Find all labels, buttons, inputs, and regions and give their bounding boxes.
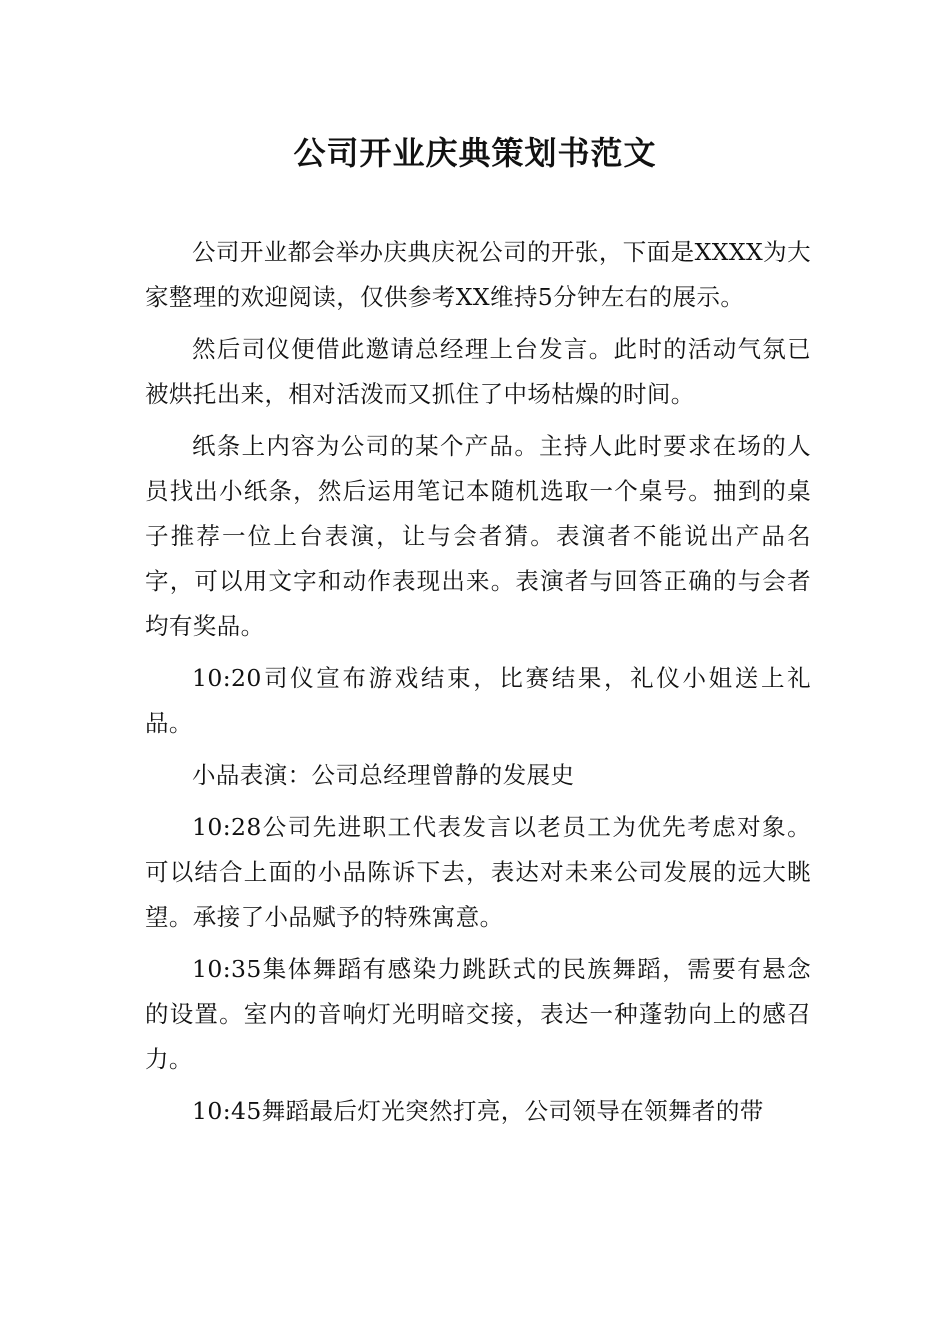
paragraph-6: 10:28公司先进职工代表发言以老员工为优先考虑对象。可以结合上面的小品陈诉下去，表达对未来公司发展的远大眺望。承接了小品赋予的特殊寓意。 — [145, 813, 811, 931]
paragraph-5: 小品表演：公司总经理曾静的发展史 — [192, 761, 575, 789]
paragraph-8: 10:45舞蹈最后灯光突然打亮，公司领导在领舞者的带 — [192, 1097, 764, 1125]
paragraph-3: 纸条上内容为公司的某个产品。主持人此时要求在场的人员找出小纸条，然后运用笔记本随机选取一个桌号。抽到的桌子推荐一位上台表演，让与会者猜。表演者不能说出产品名字，可以用文字和动作表现出来。表演者与回答正确的与会者均有奖品。 — [145, 432, 811, 640]
paragraph-1: 公司开业都会举办庆典庆祝公司的开张，下面是XXXX为大家整理的欢迎阅读，仅供参考XX维持5分钟左右的展示。 — [145, 238, 811, 311]
paragraph-2: 然后司仪便借此邀请总经理上台发言。此时的活动气氛已被烘托出来，相对活泼而又抓住了中场枯燥的时间。 — [145, 335, 811, 408]
document-title: 公司开业庆典策划书范文 — [293, 134, 657, 172]
paragraph-4: 10:20司仪宣布游戏结束，比赛结果，礼仪小姐送上礼品。 — [145, 664, 811, 737]
document-body — [145, 230, 811, 1141]
paragraph-7: 10:35集体舞蹈有感染力跳跃式的民族舞蹈，需要有悬念的设置。室内的音响灯光明暗交接，表达一种蓬勃向上的感召力。 — [145, 955, 811, 1073]
